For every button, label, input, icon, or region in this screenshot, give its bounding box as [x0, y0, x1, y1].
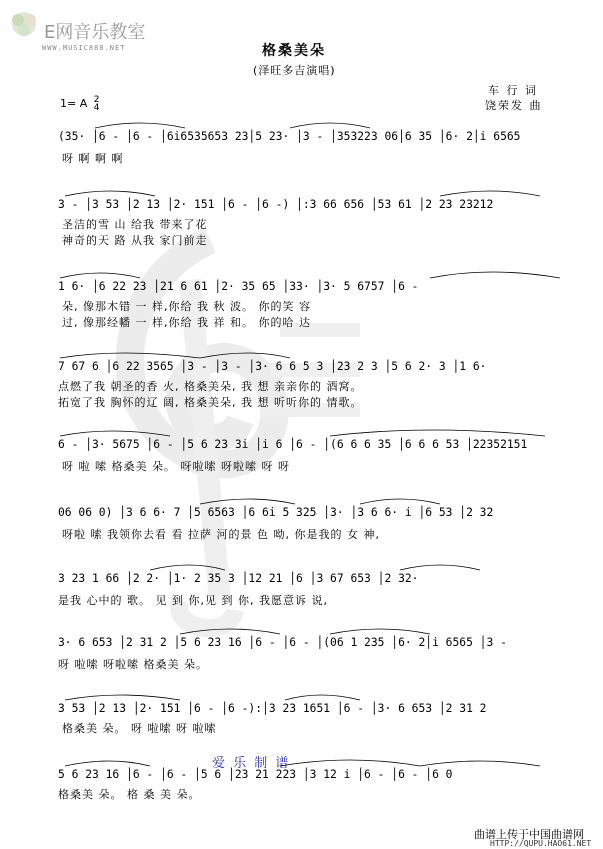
footer-url: HTTP://QUPU.HAO61.NET: [490, 839, 592, 848]
notation-line-2: 3 - │3 53 │2 13 │2· 151 │6 - │6 -) │:3 66 656 │53 61 │2 23 23212: [58, 198, 494, 211]
lyricist-credit: 车 行 词: [488, 84, 538, 97]
notation-line-4: 7 67 6 │6 22 3565 │3 - │3 - │3· 6 6 5 3 │23 2 3 │5 6 2· 3 │1 6·: [58, 360, 487, 373]
lyric-line-8a: 呀 啦嗦 呀啦嗦 格桑美 朵。: [58, 658, 208, 671]
lyric-line-4a: 点燃了我 朝圣的香 火, 格桑美朵, 我 想 亲亲你的 酒窝。: [58, 380, 363, 393]
lyric-line-10a: 格桑美 朵。 格 桑 美 朵。: [58, 788, 201, 801]
logo-text: E网音乐教室: [44, 22, 146, 43]
lyric-line-2b: 神奇的天 路 从我 家门前走: [62, 234, 208, 247]
footer-text: 曲谱上传于中国曲谱网: [474, 828, 584, 841]
composer-credit: 饶荣发 曲: [485, 99, 543, 112]
notation-line-8: 3· 6 653 │2 31 2 │5 6 23 16 │6 - │6 - │(06 1 235 │6· 2│i 6565 │3 -: [58, 636, 507, 649]
lyric-line-1a: 呀 啊 啊 啊: [62, 152, 124, 165]
lyric-line-3b: 过, 像那经幡 一 样,你给 我 祥 和。 你的哈 达: [62, 316, 311, 329]
logo-url: WWW.MUSIC888.NET: [42, 44, 126, 52]
lyric-line-2a: 圣洁的雪 山 给我 带来了花: [62, 218, 208, 231]
lyric-line-9a: 格桑美 朵。 呀 啦嗦 呀 啦嗦: [62, 722, 217, 735]
arranger-stamp: 爱 乐 制 谱: [212, 756, 291, 771]
lyric-line-4b: 拓宽了我 胸怀的辽 阔, 格桑美朵, 我 想 听听你的 情歌。: [58, 396, 363, 409]
lyric-line-5a: 呀 啦 嗦 格桑美 朵。 呀啦嗦 呀啦嗦 呀 呀: [62, 460, 290, 473]
song-title: 格桑美朵: [262, 43, 326, 59]
notation-line-3: 1 6· │6 22 23 │21 6 61 │2· 35 65 │33· │3· 5 6757 │6 -: [58, 280, 419, 293]
notation-line-10: 5 6 23 16 │6 - │6 - │5 6 │23 21 223 │3 12 i │6 - │6 - │6 0: [58, 768, 453, 781]
notation-line-9: 3 53 │2 13 │2· 151 │6 - │6 -):│3 23 1651 │6 - │3· 6 653 │2 31 2: [58, 702, 487, 715]
lyric-line-6a: 呀啦 嗦 我领你去看 看 拉萨 河的景 色 呦, 你是我的 女 神,: [62, 528, 380, 541]
time-bottom: 4: [93, 103, 100, 113]
key-label: 1= A: [60, 97, 88, 110]
notation-line-6: 06 06 0) │3 6 6· 7 │5 6563 │6 6i 5 325 │3· │3 6 6· i │6 53 │2 32: [58, 506, 494, 519]
lyric-line-3a: 朵, 像那木错 一 样,你给 我 秋 波。 你的笑 容: [62, 300, 311, 313]
notation-line-1: (35· │6 - │6 - │6i6535653 23│5 23· │3 - │353223 06│6 35 │6· 2│i 6565: [58, 130, 521, 143]
time-top: 2: [93, 95, 100, 105]
song-subtitle: (泽旺多吉演唱): [253, 64, 336, 77]
lyric-line-7a: 是我 心中的 歌。 见 到 你,见 到 你, 我愿意诉 说,: [58, 594, 328, 607]
notation-line-7: 3 23 1 66 │2 2· │1· 2 35 3 │12 21 │6 │3 67 653 │2 32·: [58, 572, 419, 585]
notation-line-5: 6 - │3· 5675 │6 - │5 6 23 3i │i 6 │6 - │(6 6 6 35 │6 6 6 53 │22352151: [58, 438, 528, 451]
